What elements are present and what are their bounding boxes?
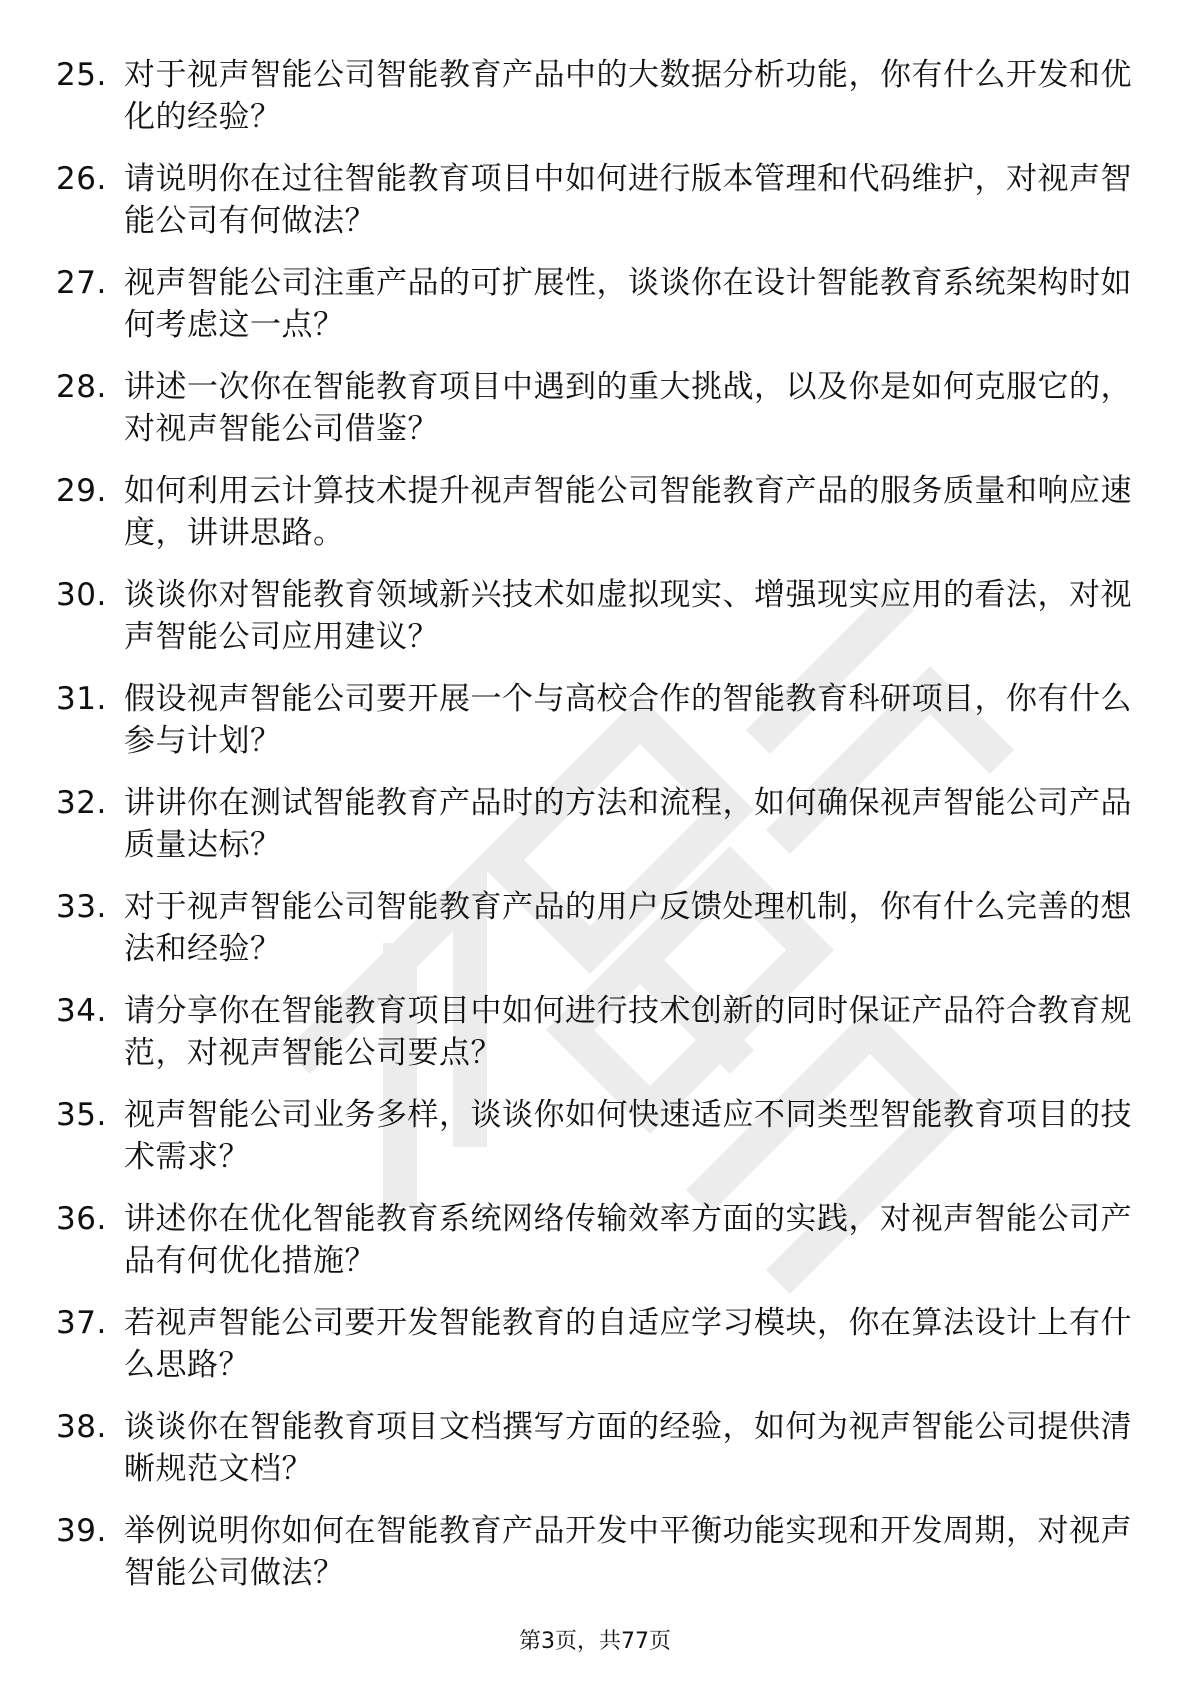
question-item [56,1406,1136,1490]
question-item [56,1302,1136,1386]
question-number: 38. [56,1409,107,1445]
question-item [56,366,1136,450]
question-item [56,990,1136,1074]
question-text: 讲述你在优化智能教育系统网络传输效率方面的实践，对视声智能公司产品有何优化措施？ [124,1201,1132,1279]
question-number: 28. [56,369,107,405]
question-text: 假设视声智能公司要开展一个与高校合作的智能教育科研项目，你有什么参与计划？ [124,681,1132,759]
question-item [56,678,1136,762]
question-item [56,1510,1136,1594]
question-number: 27. [56,265,107,301]
question-item [56,574,1136,658]
question-item [56,1094,1136,1178]
question-text: 视声智能公司注重产品的可扩展性，谈谈你在设计智能教育系统架构时如何考虑这一点？ [124,265,1132,343]
question-item [56,262,1136,346]
question-text: 讲讲你在测试智能教育产品时的方法和流程，如何确保视声智能公司产品质量达标？ [124,785,1132,863]
question-number: 31. [56,681,107,717]
question-number: 29. [56,473,107,509]
page-footer [0,1624,1190,1655]
question-item [56,1198,1136,1282]
question-number: 36. [56,1201,107,1237]
question-item [56,886,1136,970]
question-number: 34. [56,993,107,1029]
question-text: 举例说明你如何在智能教育产品开发中平衡功能实现和开发周期，对视声智能公司做法？ [124,1513,1132,1591]
question-number: 33. [56,889,107,925]
question-number: 37. [56,1305,107,1341]
question-item [56,782,1136,866]
question-text: 谈谈你对智能教育领域新兴技术如虚拟现实、增强现实应用的看法，对视声智能公司应用建议？ [124,577,1132,655]
question-item [56,158,1136,242]
question-number: 25. [56,57,107,93]
question-text: 视声智能公司业务多样，谈谈你如何快速适应不同类型智能教育项目的技术需求？ [124,1097,1132,1175]
question-text: 讲述一次你在智能教育项目中遇到的重大挑战，以及你是如何克服它的，对视声智能公司借鉴？ [124,369,1132,447]
question-number: 39. [56,1513,107,1549]
question-text: 如何利用云计算技术提升视声智能公司智能教育产品的服务质量和响应速度，讲讲思路。 [124,473,1132,551]
question-text: 请说明你在过往智能教育项目中如何进行版本管理和代码维护，对视声智能公司有何做法？ [124,161,1132,239]
question-item [56,470,1136,554]
question-text: 对于视声智能公司智能教育产品的用户反馈处理机制，你有什么完善的想法和经验？ [124,889,1132,967]
question-text: 请分享你在智能教育项目中如何进行技术创新的同时保证产品符合教育规范，对视声智能公司要点？ [124,993,1132,1071]
question-item [56,54,1136,138]
page-number-label: 第3页，共77页 [519,1629,671,1654]
question-text: 谈谈你在智能教育项目文档撰写方面的经验，如何为视声智能公司提供清晰规范文档？ [124,1409,1132,1487]
question-text: 对于视声智能公司智能教育产品中的大数据分析功能，你有什么开发和优化的经验？ [124,57,1132,135]
question-list [56,54,1136,1614]
question-number: 35. [56,1097,107,1133]
question-number: 26. [56,161,107,197]
question-number: 30. [56,577,107,613]
question-text: 若视声智能公司要开发智能教育的自适应学习模块，你在算法设计上有什么思路？ [124,1305,1132,1383]
question-number: 32. [56,785,107,821]
